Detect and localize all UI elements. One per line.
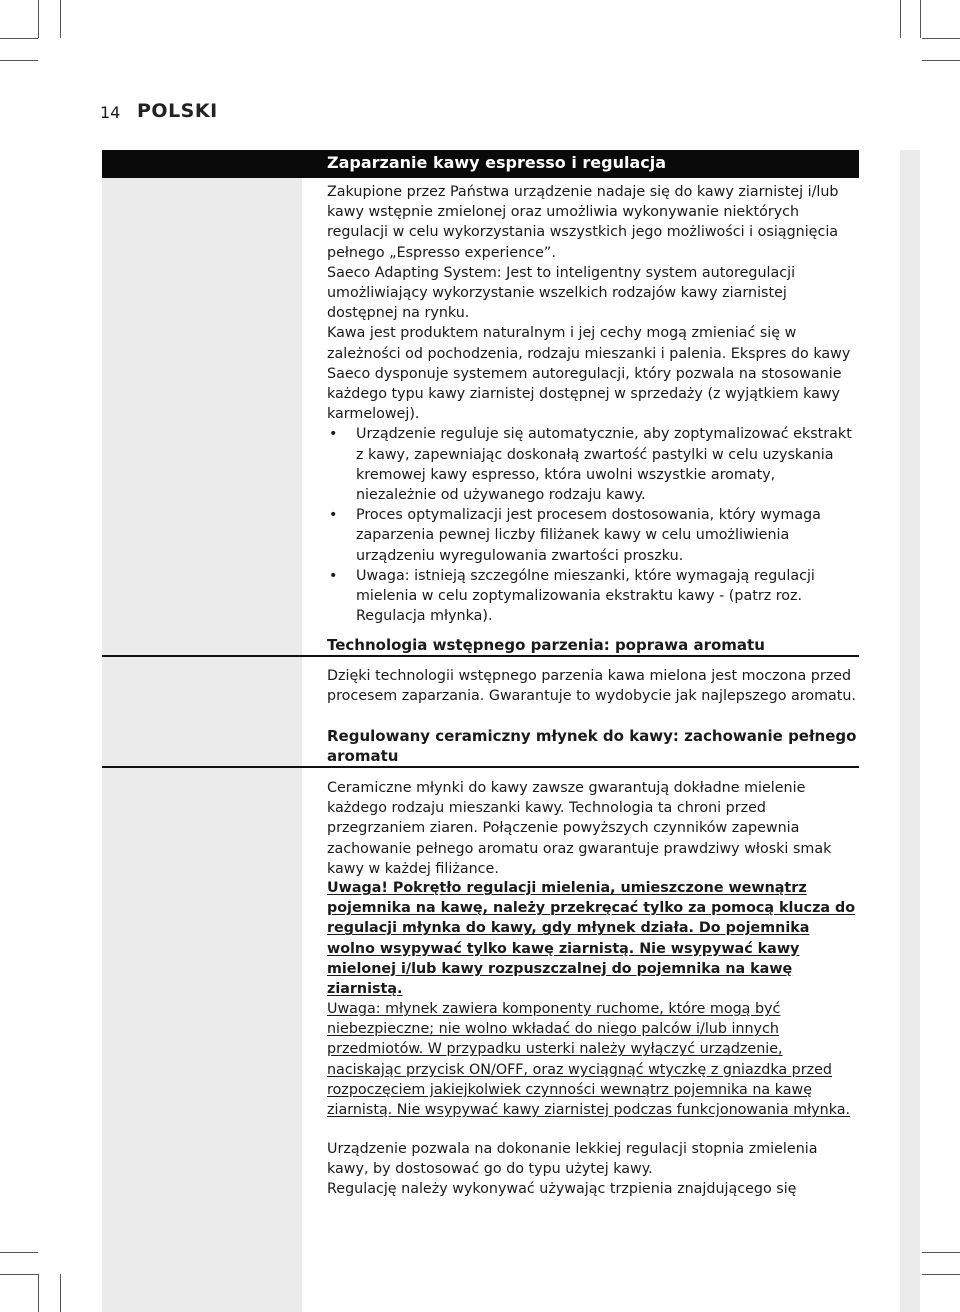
list-item: • Uwaga: istnieją szczególne mieszanki, które wymagają regulacji mielenia w celu zoptymalizowania ekstraktu kawy - (patrz roz. Regulacja młynka).: [327, 566, 859, 627]
crop-mark: [0, 60, 38, 61]
crop-mark: [922, 60, 960, 61]
warning-text: Uwaga! Pokrętło regulacji mielenia, umieszczone wewnątrz pojemnika na kawę, należy przekręcać tylko za pomocą klucza do regulacji młynka do kawy, gdy młynek działa. Do pojemnika wolno wsypywać tylko kawę ziarnistą. Nie wsypywać kawy mielonej i/lub kawy rozpuszczalnej do pojemnika na kawę ziarnistą.: [327, 880, 856, 998]
warning-block: [327, 878, 859, 999]
paragraph: Saeco Adapting System: Jest to inteligentny system autoregulacji umożliwiający wykorzystanie wszelkich rodzajów kawy ziarnistej dostępnej na rynku.: [327, 264, 796, 322]
caution-block: [327, 999, 859, 1120]
crop-mark: [920, 0, 921, 38]
paragraph: Regulację należy wykonywać używając trzpienia znajdującego się: [327, 1181, 797, 1198]
crop-mark: [0, 1252, 38, 1253]
paragraph: Ceramiczne młynki do kawy zawsze gwarantują dokładne mielenie każdego rodzaju mieszanki kawy. Technologia ta chroni przed przegrzaniem ziaren. Połączenie powyższych czynników zapewnia zachowanie pełnego aromatu oraz gwarantuje prawdziwy włoski smak kawy w każdej filiżance.: [327, 780, 832, 877]
crop-mark: [60, 1274, 61, 1312]
paragraph: Zakupione przez Państwa urządzenie nadaje się do kawy ziarnistej i/lub kawy wstępnie zmielonej oraz umożliwia wykonywanie niektórych regulacji w celu wykorzystania wszystkich jego możliwości i osiągnięcia pełnego „Espresso experience”.: [327, 184, 839, 261]
section-rule: [102, 655, 859, 657]
list-item: • Proces optymalizacji jest procesem dostosowania, który wymaga zaparzenia pewnej liczby filiżanek kawy w celu umożliwienia urządzeniu wyregulowania zwartości proszku.: [327, 505, 859, 566]
language-label: POLSKI: [137, 100, 218, 122]
grind-adjustment-body: [327, 1139, 859, 1200]
section-title-preinfusion: Technologia wstępnego parzenia: poprawa aromatu: [327, 636, 765, 654]
crop-mark: [922, 38, 960, 39]
right-margin-panel: [900, 150, 920, 1312]
caution-text: Uwaga: młynek zawiera komponenty ruchome, które mogą być niebezpieczne; nie wolno wkładać do niego palców i/lub innych przedmiotów. W przypadku usterki należy wyłączyć urządzenie, naciskając przycisk ON/OFF, oraz wyciągnąć wtyczkę z gniazdka przed rozpoczęciem jakiejkolwiek czynności wewnątrz pojemnika na kawę ziarnistą. Nie wsypywać kawy ziarnistej podczas funkcjonowania młynka.: [327, 1001, 851, 1119]
crop-mark: [922, 1252, 960, 1253]
section-espresso-body: [327, 182, 859, 626]
section-preinfusion-body: [327, 666, 859, 706]
list-item: • Urządzenie reguluje się automatycznie, aby zoptymalizować ekstrakt z kawy, zapewniając doskonałą zwartość pastylki w celu uzyskania kremowej kawy espresso, która uwolni wszystkie aromaty, niezależnie od używanego rodzaju kawy.: [327, 424, 859, 505]
crop-mark: [38, 0, 39, 38]
crop-mark: [0, 1274, 38, 1275]
section-grinder-body: [327, 778, 859, 879]
paragraph: Dzięki technologii wstępnego parzenia kawa mielona jest moczona przed procesem zaparzania. Gwarantuje to wydobycie jak najlepszego aromatu.: [327, 668, 856, 705]
paragraph: Urządzenie pozwala na dokonanie lekkiej regulacji stopnia zmielenia kawy, by dostosować go do typu użytej kawy.: [327, 1141, 818, 1178]
section-rule: [102, 766, 859, 768]
bullet-list: [327, 424, 859, 626]
crop-mark: [900, 0, 901, 38]
left-margin-panel: [102, 150, 302, 1312]
paragraph: Kawa jest produktem naturalnym i jej cechy mogą zmieniać się w zależności od pochodzenia, rodzaju mieszanki i palenia. Ekspres do kawy Saeco dysponuje systemem autoregulacji, który pozwala na stosowanie każdego typu kawy ziarnistej dostępnej w sprzedaży (z wyjątkiem kawy karmelowej).: [327, 325, 851, 423]
section-title-grinder: Regulowany ceramiczny młynek do kawy: zachowanie pełnego aromatu: [327, 727, 857, 765]
crop-mark: [60, 0, 61, 38]
section-title-espresso: Zaparzanie kawy espresso i regulacja: [327, 153, 667, 172]
crop-mark: [0, 38, 38, 39]
crop-mark: [38, 1274, 39, 1312]
page-number: 14: [100, 103, 121, 122]
crop-mark: [922, 1274, 960, 1275]
